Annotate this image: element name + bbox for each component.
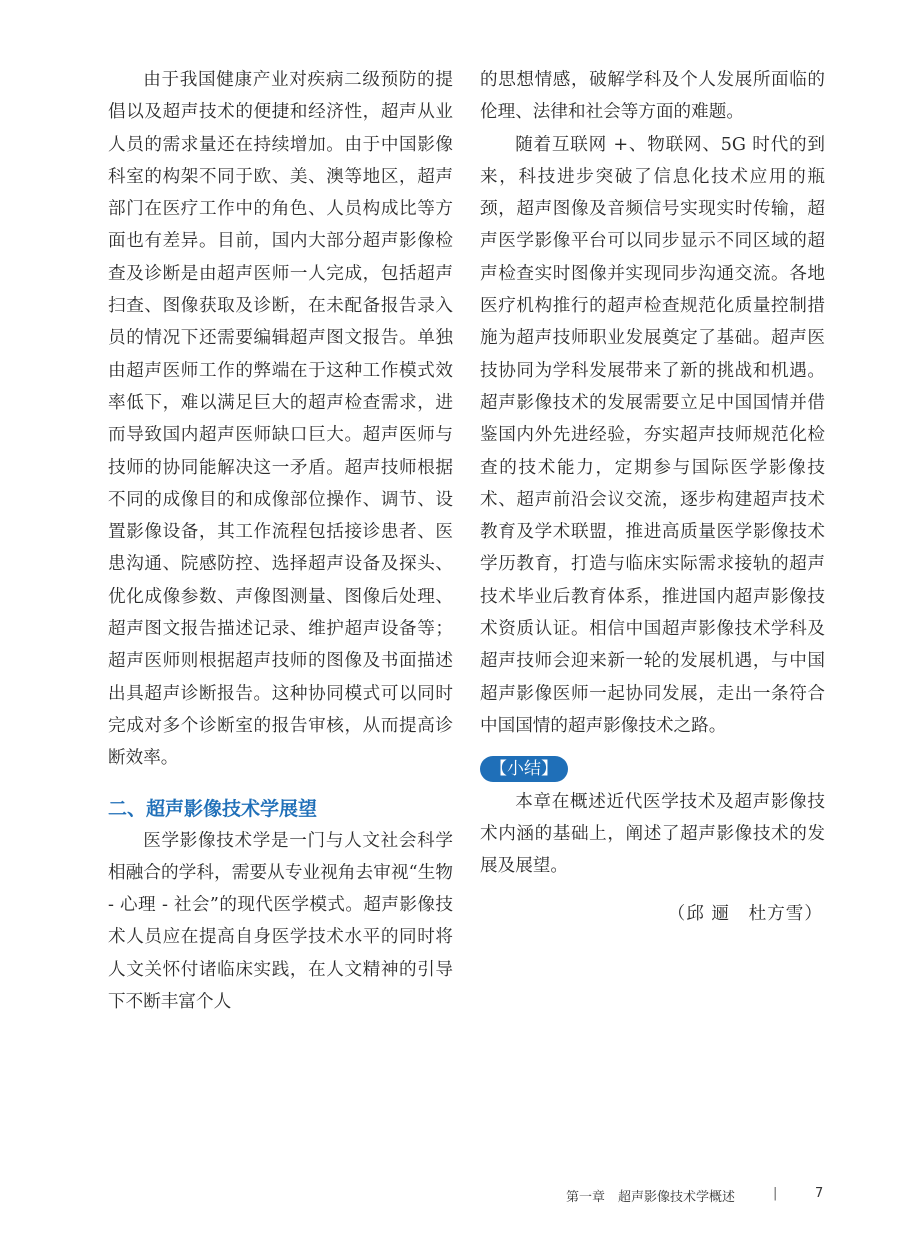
summary-text: 本章在概述近代医学技术及超声影像技术内涵的基础上，阐述了超声影像技术的发展及展望。 <box>480 791 825 877</box>
left-column <box>108 64 453 1018</box>
authors: （邱 逦 杜方雪） <box>667 904 823 925</box>
section-heading: 二、超声影像技术学展望 <box>108 797 318 820</box>
body-paragraph: 随着互联网 +、物联网、5G 时代的到来，科技进步突破了信息化技术应用的瓶颈，超声图像及音频信号实现实时传输，超声医学影像平台可以同步显示不同区域的超声检查实时图像并实现同步沟通交流。各地医疗机构推行的超声检查规范化质量控制措施为超声技师职业发展奠定了基础。超声医技协同为学科发展带来了新的挑战和机遇。超声影像技术的发展需要立足中国国情并借鉴国内外先进经验，夯实超声技师规范化检查的技术能力，定期参与国际医学影像技术、超声前沿会议交流，逐步构建超声技术教育及学术联盟，推进高质量医学影像技术学历教育，打造与临床实际需求接轨的超声技术毕业后教育体系，推进国内超声影像技术资质认证。相信中国超声影像技术学科及超声技师会迎来新一轮的发展机遇，与中国超声影像医师一起协同发展，走出一条符合中国国情的超声影像技术之路。 <box>480 134 825 736</box>
page-footer <box>0 1186 900 1206</box>
body-paragraph: 医学影像技术学是一门与人文社会科学相融合的学科，需要从专业视角去审视“生物 - 心理 - 社会”的现代医学模式。超声影像技术人员应在提高自身医学技术水平的同时将人文关怀付诸临床实践，在人文精神的引导下不断丰富个人 <box>108 830 453 1013</box>
body-paragraph: 由于我国健康产业对疾病二级预防的提倡以及超声技术的便捷和经济性，超声从业人员的需求量还在持续增加。由于中国影像科室的构架不同于欧、美、澳等地区，超声部门在医疗工作中的角色、人员构成比等方面也有差异。目前，国内大部分超声影像检查及诊断是由超声医师一人完成，包括超声扫查、图像获取及诊断，在未配备报告录入员的情况下还需要编辑超声图文报告。单独由超声医师工作的弊端在于这种工作模式效率低下，难以满足巨大的超声检查需求，进而导致国内超声医师缺口巨大。超声医师与技师的协同能解决这一矛盾。超声技师根据不同的成像目的和成像部位操作、调节、设置影像设备，其工作流程包括接诊患者、医患沟通、院感防控、选择超声设备及探头、优化成像参数、声像图测量、图像后处理、超声图文报告描述记录、维护超声设备等；超声医师则根据超声技师的图像及书面描述出具超声诊断报告。这种协同模式可以同时完成对多个诊断室的报告审核，从而提高诊断效率。 <box>108 70 453 769</box>
footer-chapter-title: 第一章 超声影像技术学概述 <box>566 1190 736 1205</box>
right-column <box>480 64 825 931</box>
page-number: 7 <box>815 1186 824 1201</box>
body-paragraph-continued: 的思想情感，破解学科及个人发展所面临的伦理、法律和社会等方面的难题。 <box>480 70 825 123</box>
summary-tag: 【小结】 <box>480 756 568 782</box>
footer-separator: | <box>773 1186 778 1201</box>
